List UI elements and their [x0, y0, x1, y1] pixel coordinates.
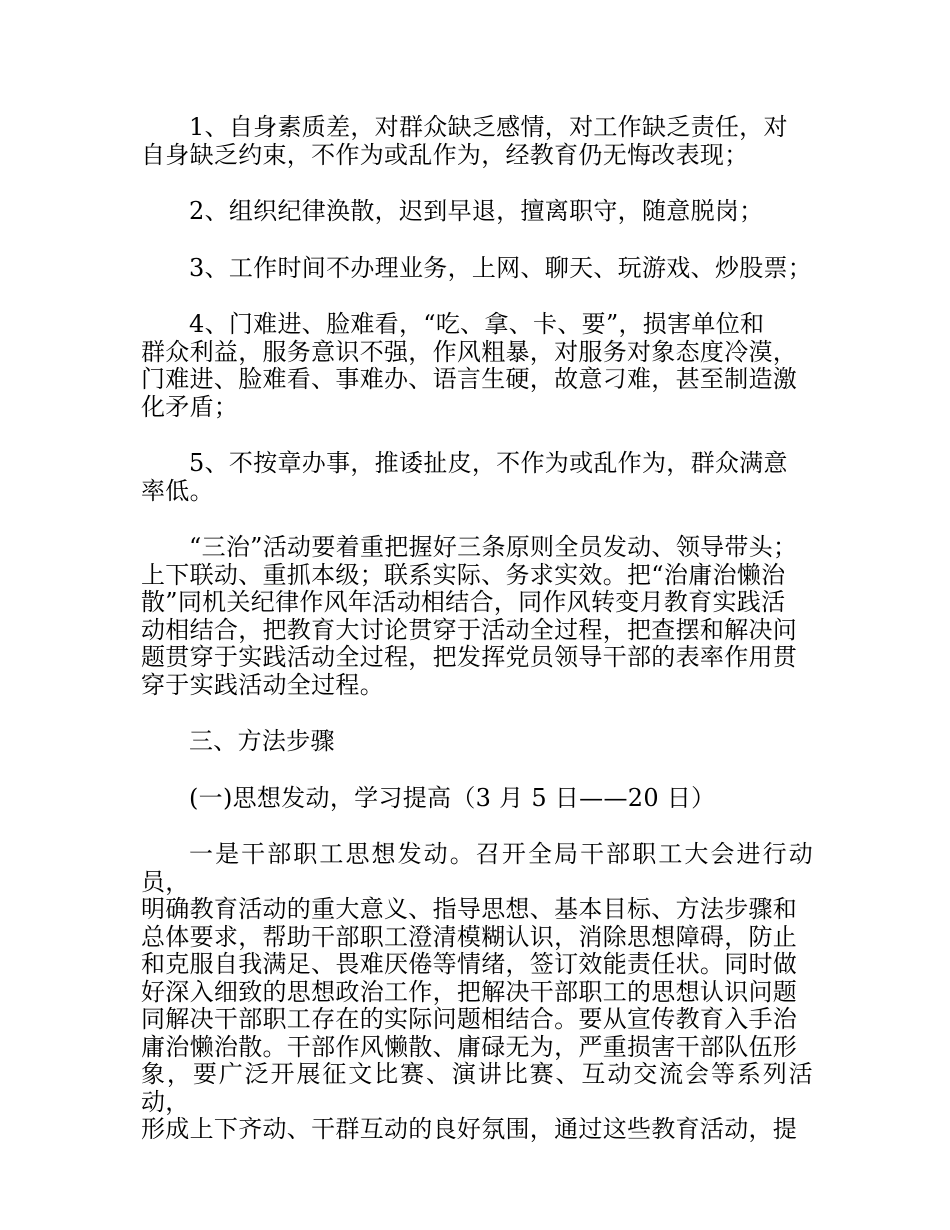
section-heading: 三、方法步骤 [189, 727, 335, 755]
paragraph-mobilization: 一是干部职工思想发动。召开全局干部职工大会进行动员， 明确教育活动的重大意义、指导思想、基本目标、方法步骤和 总体要求，帮助干部职工澄清模糊认识，消除思想障碍，防止 和克服自我满足、畏难厌倦等情绪，签订效能责任状。同时做 好深入细致的思想政治工作，把解决干部职工的思想认识问题 同解决干部职工存在的实际问题相结合。要从宣传教育入手治 庸治懒治散。干部作风懒散、庸碌无为，严重损害干部队伍形 象，要广泛开展征文比赛、演讲比赛、互动交流会等系列活动， 形成上下齐动、干群互动的良好氛围，通过这些教育活动，提 [141, 840, 813, 1143]
paragraph-item-3: 3、工作时间不办理业务，上网、聊天、玩游戏、炒股票； [189, 253, 813, 282]
subsection-heading: (一)思想发动，学习提高（3 月 5 日——20 日） [189, 783, 716, 812]
paragraph-principles: “三治”活动要着重把握好三条原则全员发动、领导带头； 上下联动、重抓本级；联系实际、务求实效。把“治庸治懒治 散”同机关纪律作风年活动相结合，同作风转变月教育实践活 动相结合，把教育大讨论贯穿于活动全过程，把查摆和解决问 题贯穿于实践活动全过程，把发挥党员领导干部的表率作用贯 穿于实践活动全过程。 [141, 533, 798, 699]
paragraph-item-2: 2、组织纪律涣散，迟到早退，擅离职守，随意脱岗； [189, 197, 764, 225]
paragraph-item-1: 1、自身素质差，对群众缺乏感情，对工作缺乏责任，对 自身缺乏约束，不作为或乱作为，经教育仍无悔改表现； [141, 113, 788, 169]
paragraph-item-5: 5、不按章办事，推诿扯皮，不作为或乱作为，群众满意 率低。 [141, 449, 788, 505]
document-page [141, 114, 813, 1144]
paragraph-item-4: 4、门难进、脸难看，“吃、拿、卡、要”，损害单位和 群众利益，服务意识不强，作风粗暴，对服务对象态度冷漠， 门难进、脸难看、事难办、语言生硬，故意刁难，甚至制造激 化矛盾； [141, 310, 798, 421]
